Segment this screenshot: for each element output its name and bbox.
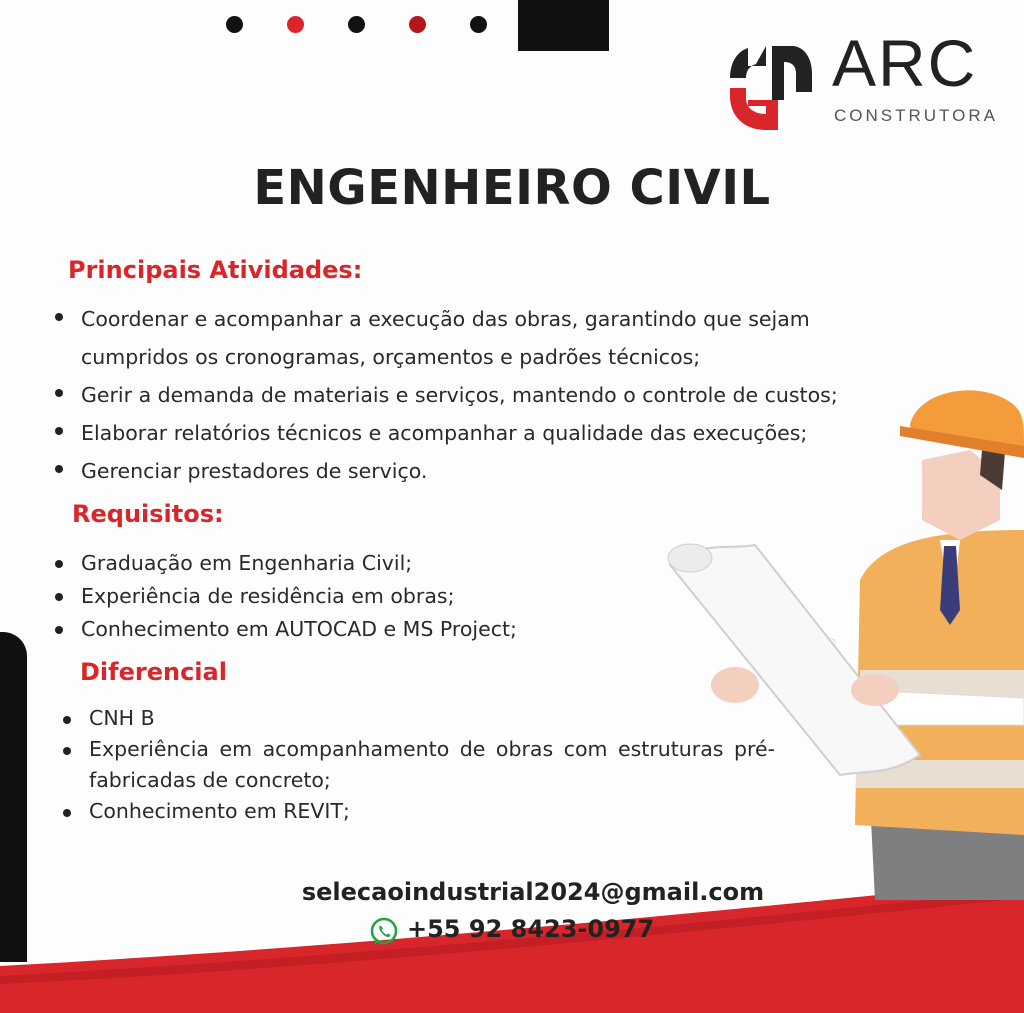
list-item: Gerenciar prestadores de serviço.	[55, 452, 915, 490]
page-title: ENGENHEIRO CIVIL	[253, 160, 771, 216]
list-item: Experiência em acompanhamento de obras com estruturas pré-fabricadas de concreto;	[63, 734, 775, 796]
list-atividades	[55, 300, 915, 490]
list-item: Experiência de residência em obras;	[55, 580, 655, 613]
decor-dot-3	[348, 16, 365, 33]
arc-logo-icon	[726, 40, 816, 132]
list-item: Coordenar e acompanhar a execução das obras, garantindo que sejam cumpridos os cronogramas, orçamentos e padrões técnicos;	[55, 300, 915, 376]
brand-name: ARC	[832, 26, 978, 100]
decor-dot-1	[226, 16, 243, 33]
brand-subtitle: CONSTRUTORA	[834, 106, 998, 125]
list-diferencial	[63, 703, 775, 827]
list-requisitos	[55, 547, 655, 646]
decor-dot-4	[409, 16, 426, 33]
section-heading-atividades: Principais Atividades:	[68, 256, 363, 284]
section-heading-diferencial: Diferencial	[80, 658, 227, 686]
contact-phone[interactable]: +55 92 8423-0977	[407, 915, 655, 943]
whatsapp-icon	[368, 916, 400, 948]
decor-dot-2	[287, 16, 304, 33]
list-item: Conhecimento em AUTOCAD e MS Project;	[55, 613, 655, 646]
decor-black-block	[518, 0, 609, 51]
list-item: Graduação em Engenharia Civil;	[55, 547, 655, 580]
list-item: CNH B	[63, 703, 775, 734]
list-item: Conhecimento em REVIT;	[63, 796, 775, 827]
list-item: Elaborar relatórios técnicos e acompanhar a qualidade das execuções;	[55, 414, 915, 452]
list-item: Gerir a demanda de materiais e serviços, mantendo o controle de custos;	[55, 376, 915, 414]
contact-email[interactable]: selecaoindustrial2024@gmail.com	[301, 878, 765, 906]
decor-dot-5	[470, 16, 487, 33]
section-heading-requisitos: Requisitos:	[72, 500, 224, 528]
